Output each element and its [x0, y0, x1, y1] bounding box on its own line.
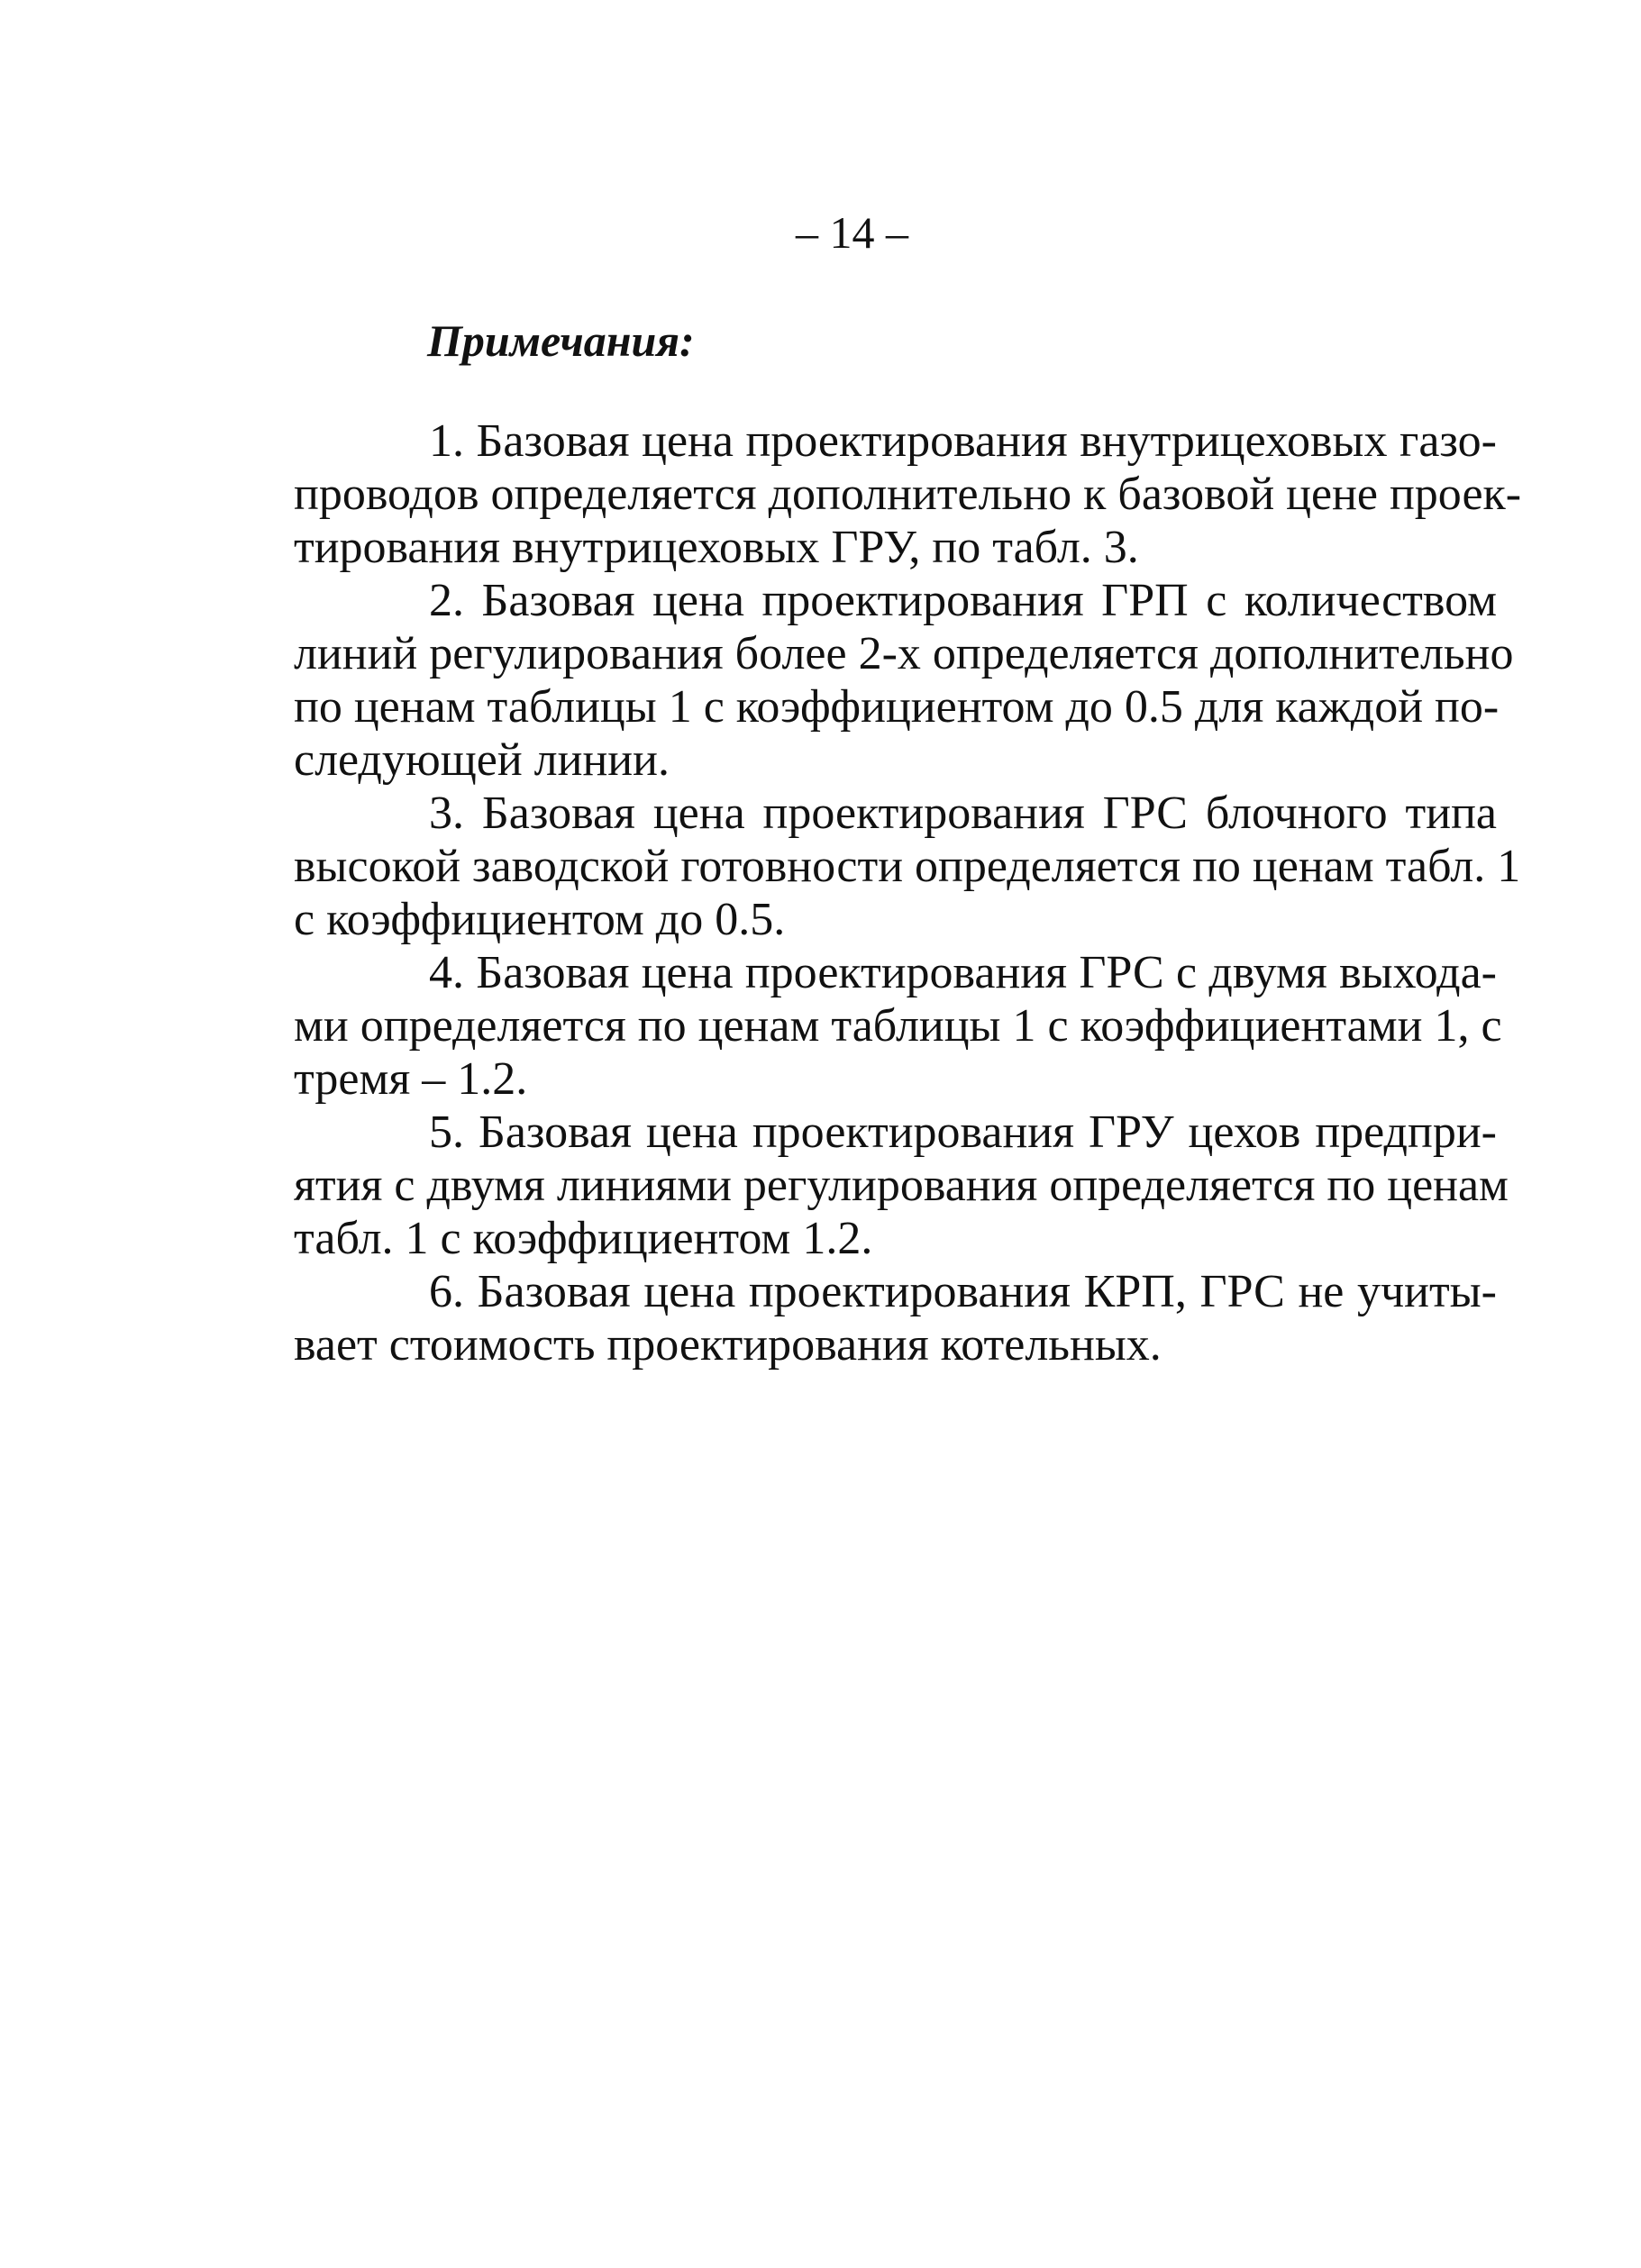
page-number: – 14 – — [796, 207, 908, 258]
note-line: проводов определяется дополнительно к базовой цене проек- — [294, 469, 1522, 520]
note-line: табл. 1 с коэффициентом 1.2. — [294, 1213, 873, 1264]
note-line: тирования внутрицеховых ГРУ, по табл. 3. — [294, 522, 1139, 573]
note-line: 3. Базовая цена проектирования ГРС блочного типа — [429, 788, 1497, 839]
note-line: высокой заводской готовности определяется по ценам табл. 1 — [294, 841, 1521, 892]
note-line: вает стоимость проектирования котельных. — [294, 1319, 1162, 1371]
note-line: 5. Базовая цена проектирования ГРУ цехов предпри- — [429, 1107, 1497, 1158]
note-line: следующей линии. — [294, 734, 670, 786]
note-line: линий регулирования более 2-х определяется дополнительно — [294, 628, 1514, 679]
note-item-4 — [294, 946, 1502, 1106]
note-line: 4. Базовая цена проектирования ГРС с двумя выхода- — [429, 947, 1497, 998]
note-item-3 — [294, 787, 1521, 946]
note-item-5 — [294, 1106, 1509, 1265]
note-item-6 — [294, 1265, 1497, 1371]
note-line: тремя – 1.2. — [294, 1053, 528, 1105]
note-line: 2. Базовая цена проектирования ГРП с количеством — [429, 575, 1497, 626]
note-item-1 — [294, 414, 1522, 574]
notes-list — [294, 414, 1522, 1371]
note-item-2 — [294, 574, 1514, 787]
notes-heading: Примечания: — [427, 315, 695, 366]
note-line: 6. Базовая цена проектирования КРП, ГРС не учиты- — [429, 1266, 1497, 1317]
note-line: ятия с двумя линиями регулирования определяется по ценам — [294, 1160, 1509, 1211]
note-line: ми определяется по ценам таблицы 1 с коэффициентами 1, с — [294, 1000, 1502, 1052]
note-line: по ценам таблицы 1 с коэффициентом до 0.5 для каждой по- — [294, 681, 1500, 733]
note-line: с коэффициентом до 0.5. — [294, 894, 786, 945]
note-line: 1. Базовая цена проектирования внутрицеховых газо- — [429, 415, 1497, 467]
